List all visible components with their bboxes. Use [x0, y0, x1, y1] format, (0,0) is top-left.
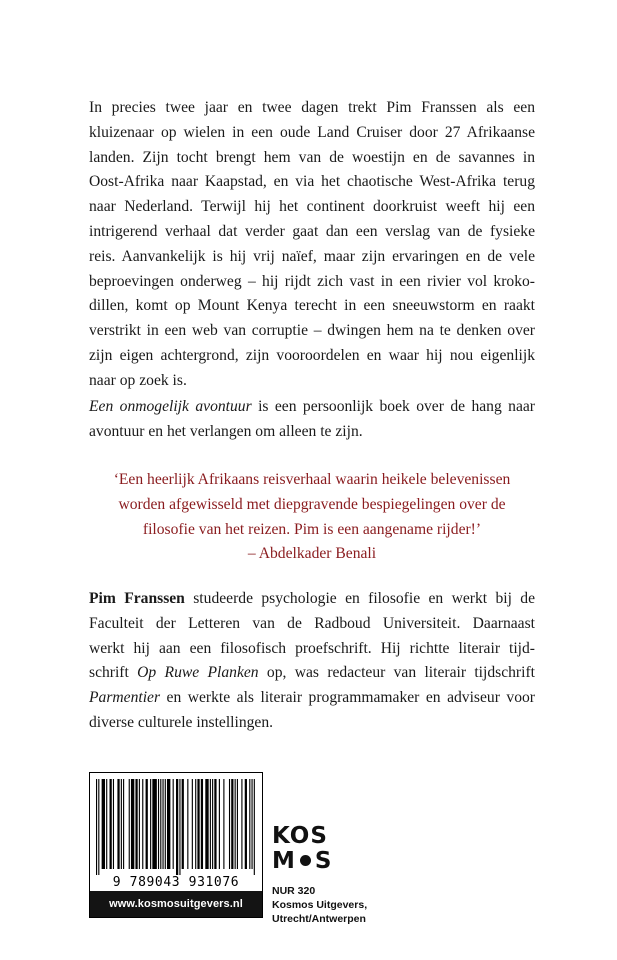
- bio-text: studeerde psychologie en filosofie en werkt bij de: [184, 590, 535, 607]
- barcode-bar: [139, 779, 140, 869]
- barcode-bar: [160, 779, 161, 869]
- publisher-url: www.kosmosuitgevers.nl: [90, 891, 262, 917]
- barcode-bar: [113, 779, 114, 869]
- barcode-bar: [142, 779, 143, 869]
- barcode-bar: [182, 779, 184, 869]
- barcode-bar: [176, 779, 178, 875]
- blurb-line: verstrikt in een web van corruptie – dwingen hem na te denken over: [89, 322, 535, 340]
- bio-text: en werkte als literair programmamaker en adviseur voor: [160, 689, 535, 707]
- barcode-bar: [121, 779, 122, 869]
- review-quote: [89, 468, 535, 567]
- tagline-text: is een persoonlijk boek over de hang naar: [251, 398, 535, 415]
- barcode-bar: [102, 779, 105, 869]
- logo-row-bottom: [272, 849, 334, 874]
- blurb-line: beproevingen onderweg – hij rijdt zich vast in een rivier vol kroko-: [89, 272, 535, 290]
- bio-text: op, was redacteur van literair tijdschrift: [258, 664, 535, 682]
- barcode-bar: [195, 779, 196, 869]
- barcode-bar: [197, 779, 199, 869]
- quote-line: filosofie van het reizen. Pim is een aangename rijder!’: [142, 520, 482, 538]
- barcode-bar: [237, 779, 238, 869]
- bio-text: schrift: [89, 664, 138, 682]
- barcode-bar: [205, 779, 208, 869]
- barcode-bar: [123, 779, 124, 869]
- magazine-title: Parmentier: [89, 689, 161, 707]
- barcode-bar: [152, 779, 157, 869]
- blurb-paragraph: [89, 96, 535, 394]
- barcode-bar: [162, 779, 163, 869]
- bio-line: [89, 686, 535, 711]
- isbn-barcode: [89, 772, 263, 918]
- barcode-bar: [192, 779, 193, 869]
- author-bio: [89, 587, 535, 736]
- blurb-line: intrigerend verhaal dat verder gaat dan een verslag van de fysieke: [89, 222, 535, 240]
- barcode-bar: [235, 779, 236, 869]
- bio-line: werkt hij aan een filosofisch proefschrift. Hij richtte literair tijd-: [89, 639, 535, 657]
- barcode-bar: [249, 779, 250, 869]
- bio-line: [89, 661, 535, 686]
- blurb-line: landen. Zijn tocht brengt hem van de woestijn en de savannes in: [89, 148, 535, 166]
- barcode-bar: [223, 779, 224, 869]
- barcode-bar: [212, 779, 213, 869]
- barcode-bar: [251, 779, 252, 869]
- bio-line: [89, 587, 535, 612]
- barcode-bar: [98, 779, 99, 875]
- bio-line: Faculteit der Letteren van de Radboud Universiteit. Daarnaast: [89, 614, 535, 632]
- book-title: Een onmogelijk avontuur: [89, 398, 252, 415]
- quote-line: worden afgewisseld met diepgravende bespiegelingen over de: [118, 495, 506, 513]
- barcode-bar: [158, 779, 159, 869]
- blurb-line: In precies twee jaar en twee dagen trekt Pim Franssen als een: [89, 99, 535, 116]
- logo-dot: [300, 855, 311, 866]
- barcode-bar: [167, 779, 170, 869]
- quote-line: ‘Een heerlijk Afrikaans reisverhaal waarin heikele belevenissen: [113, 471, 511, 488]
- tagline-paragraph: [89, 395, 535, 445]
- logo-letter: S: [314, 848, 333, 874]
- publisher-city: Utrecht/Antwerpen: [272, 913, 366, 925]
- barcode-bar: [96, 779, 97, 875]
- barcode-bar: [131, 779, 134, 869]
- barcode-bars: [96, 779, 256, 875]
- barcode-bar: [135, 779, 137, 869]
- blurb-line: Oost-Afrika naar Kaapstad, en via het chaotische West-Afrika terug: [89, 173, 535, 191]
- barcode-bar: [214, 779, 216, 869]
- barcode-bar: [165, 779, 166, 869]
- barcode-bar: [254, 779, 255, 875]
- blurb-line: naar Nederland. Terwijl hij het continent doorkruist weeft hij een: [89, 198, 535, 216]
- barcode-bar: [187, 779, 188, 869]
- tagline-line: [89, 395, 535, 420]
- nur-code: NUR 320: [272, 885, 316, 897]
- barcode-bar: [146, 779, 148, 869]
- barcode-bar: [110, 779, 112, 869]
- blurb-line: naar op zoek is.: [89, 371, 187, 389]
- isbn-number: 9 789043 931076: [112, 875, 240, 890]
- publisher-name: Kosmos Uitgevers,: [272, 899, 368, 911]
- barcode-bar: [231, 779, 233, 869]
- blurb-line: reis. Aanvankelijk is hij vrij naïef, maar zijn ervaringen en de vele: [89, 247, 535, 265]
- barcode-bar: [150, 779, 151, 869]
- bio-line: diverse culturele instellingen.: [89, 713, 274, 731]
- tagline-line: avontuur en het verlangen om alleen te zijn.: [89, 422, 363, 440]
- barcode-bar: [179, 779, 180, 875]
- barcode-bar: [201, 779, 203, 869]
- barcode-bar: [229, 779, 230, 869]
- barcode-bar: [219, 779, 220, 869]
- quote-author: – Abdelkader Benali: [247, 545, 377, 563]
- barcode-bar: [117, 779, 119, 869]
- barcode-bar: [245, 779, 247, 869]
- publisher-info: [272, 884, 367, 926]
- barcode-bar: [210, 779, 211, 869]
- magazine-title: Op Ruwe Planken: [137, 664, 259, 682]
- blurb-line: kluizenaar op wielen in een oude Land Cruiser door 27 Afrikaanse: [89, 123, 535, 141]
- blurb-line: zijn eigen achtergrond, zijn vooroordelen en waar hij nou eigenlijk: [89, 346, 535, 364]
- barcode-bar: [241, 779, 242, 869]
- kosmos-logo: [272, 824, 334, 876]
- logo-letter: M: [272, 848, 296, 874]
- logo-row-top: KOS: [272, 823, 328, 849]
- barcode-bar: [106, 779, 107, 869]
- author-name: Pim Franssen: [89, 590, 185, 607]
- barcode-bar: [129, 779, 130, 869]
- barcode-bar: [173, 779, 174, 869]
- blurb-line: dillen, komt op Mount Kenya terecht in een sneeuwstorm en raakt: [89, 297, 535, 315]
